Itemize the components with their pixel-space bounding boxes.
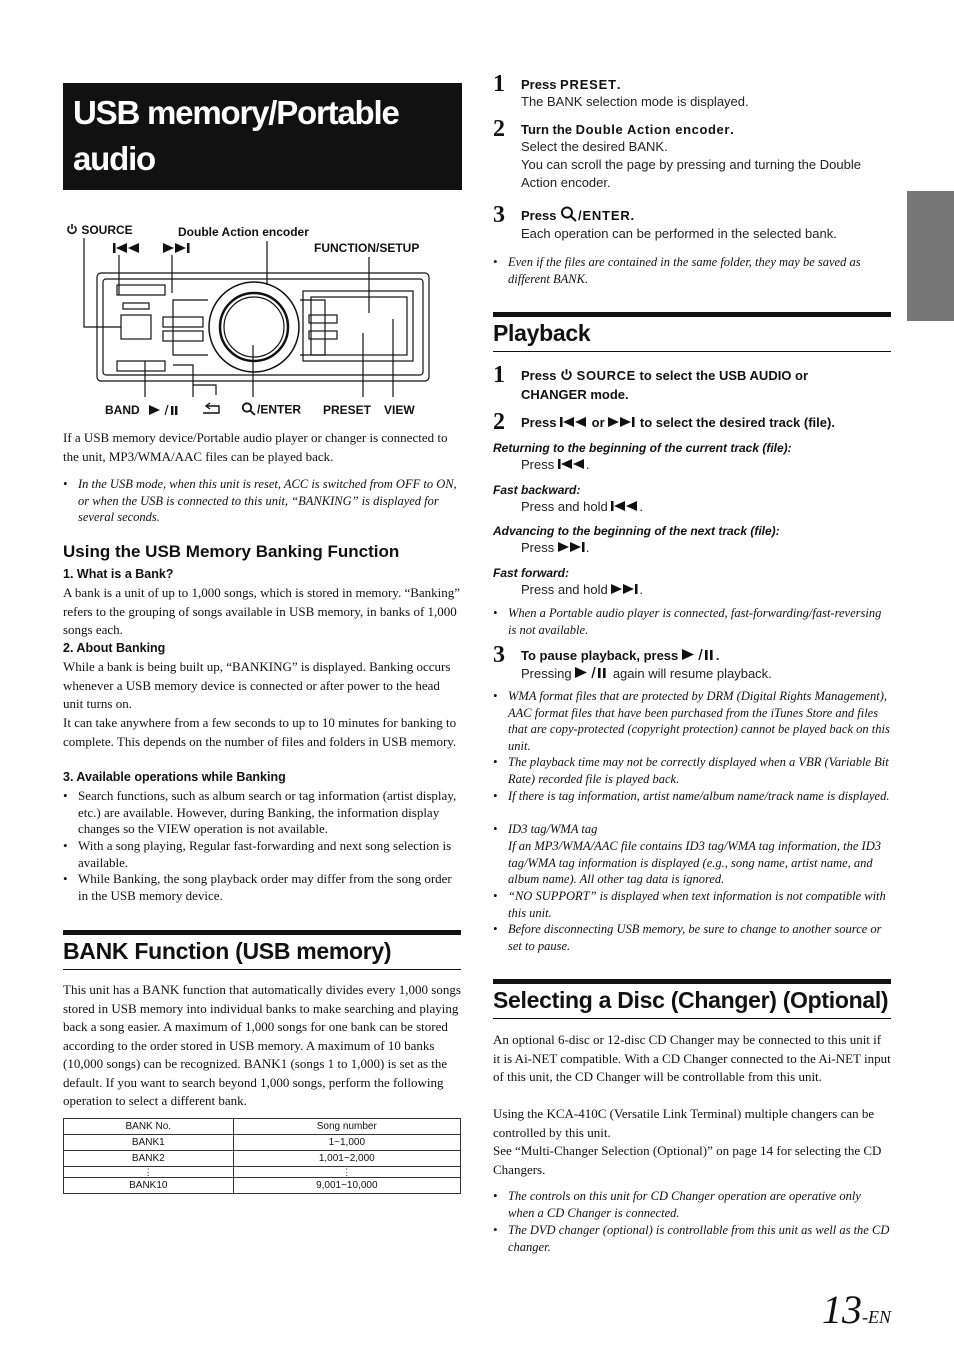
step-text: Pressing — [521, 666, 572, 681]
step-text: . — [616, 77, 621, 92]
table-cell: 9,001~10,000 — [233, 1178, 460, 1194]
note-text: WMA format files that are protected by DRM (Digital Rights Management), AAC format files that have been purchased from the iTunes Store and files that are copy-protected (copyright protection) cannot be played back on this unit. — [508, 689, 890, 753]
changer-p1: An optional 6-disc or 12-disc CD Changer may be connected to this unit if it is Ai-NET compatible. With a CD Changer connected to the Ai-NET input of this unit, the CD Changer will be controllable from this unit. — [493, 1032, 891, 1084]
bank-step-1-title — [521, 75, 621, 94]
power-icon — [66, 223, 78, 238]
bullet-mark: • — [63, 788, 68, 803]
step-number: 2 — [493, 116, 505, 142]
bullet-mark: • — [493, 1189, 498, 1203]
banking-bullet-2-text: With a song playing, Regular fast-forwarding and next song selection is available. — [78, 838, 452, 870]
function-setup-label: FUNCTION/SETUP — [314, 241, 420, 255]
table-row — [64, 1178, 461, 1194]
enter-key: /ENTER — [578, 208, 631, 223]
page-title-line1: USB memory/Portable audio — [73, 94, 399, 177]
view-label: VIEW — [384, 403, 415, 417]
dae-label: Double Action encoder — [178, 225, 309, 239]
table-row — [64, 1151, 461, 1167]
step-number: 3 — [493, 642, 505, 668]
playback-step-1-title2: CHANGER mode. — [521, 387, 629, 402]
bullet-mark: • — [63, 871, 68, 886]
playback-step-1-title — [521, 366, 808, 386]
step-text: Double Action encoder — [521, 157, 861, 190]
bank-step-3-text: Each operation can be performed in the selected bank. — [521, 226, 837, 241]
enter-label — [241, 402, 301, 419]
head-unit-diagram — [63, 215, 463, 420]
power-icon — [560, 367, 573, 386]
page-title-line2: player/Changer (Optional) — [73, 186, 449, 223]
step-number: 1 — [493, 362, 505, 388]
note-text: The DVD changer (optional) is controllable from this unit as well as the CD changer. — [508, 1223, 890, 1254]
banking-heading: Using the USB Memory Banking Function — [63, 542, 400, 561]
note-text: “NO SUPPORT” is displayed when text information is not compatible with this unit. — [508, 889, 886, 920]
playback-step-3-title: To pause playback, press . — [521, 646, 720, 666]
bullet-mark: • — [493, 689, 498, 703]
sub-heading-fast-forward: Fast forward: — [493, 566, 570, 580]
bullet-mark: • — [493, 889, 498, 903]
dae-key: Double Action encoder — [575, 122, 731, 137]
preset-key: PRESET — [560, 77, 617, 92]
step-text: Press — [521, 368, 561, 383]
prev-track-icon — [113, 241, 141, 259]
prev-track-icon — [611, 500, 639, 515]
bank-step-3-title — [521, 206, 634, 227]
banking-q2: 2. About Banking — [63, 641, 166, 655]
table-cell: BANK1 — [64, 1135, 234, 1151]
sub-heading-next: Advancing to the beginning of the next track (file): — [493, 524, 780, 538]
step-text: Turn the — [521, 122, 576, 137]
table-cell: ⋮ — [233, 1167, 460, 1178]
step-text: Press — [521, 77, 561, 92]
play-pause-icon — [149, 403, 179, 421]
table-cell: 1,001~2,000 — [233, 1151, 460, 1167]
source-label-text: SOURCE — [81, 223, 133, 237]
sub-heading-return: Returning to the beginning of the current track (file): — [493, 441, 792, 455]
note-text: If there is tag information, artist name/album name/track name is displayed. — [508, 789, 890, 803]
table-cell: BANK10 — [64, 1178, 234, 1194]
bullet-mark: • — [493, 1223, 498, 1237]
step-text: . — [730, 122, 734, 137]
page-number-value: 13 — [822, 1287, 862, 1332]
sub-heading-fast-backward: Fast backward: — [493, 483, 581, 497]
note-text: The playback time may not be correctly displayed when a VBR (Variable Bit Rate) recorded file is played back. — [508, 755, 889, 786]
play-pause-icon — [682, 647, 716, 666]
step-text: Press — [521, 415, 561, 430]
step-text: Press and hold — [521, 582, 608, 597]
banking-p1: A bank is a unit of up to 1,000 songs, which is stored in memory. “Banking” refers to the grouping of songs available in USB memory, in banks of 1,000 songs each. — [63, 585, 461, 637]
step-text: again will resume playback. — [612, 666, 772, 681]
changer-p3: See “Multi-Changer Selection (Optional)” on page 14 for selecting the CD Changers. — [493, 1143, 882, 1177]
return-label — [201, 401, 223, 420]
step-text: to select the USB AUDIO or — [635, 368, 809, 383]
play-pause-icon — [575, 666, 609, 684]
next-track-icon — [611, 583, 639, 598]
sub-text-next: Press . — [521, 540, 590, 555]
table-row — [64, 1135, 461, 1151]
band-label: BAND — [105, 403, 140, 417]
next-track-icon — [163, 241, 191, 259]
playback-note-1-text: When a Portable audio player is connected, fast-forwarding/fast-reversing is not available. — [508, 606, 882, 637]
bullet-mark: • — [493, 922, 498, 936]
prev-next-labels — [113, 241, 191, 259]
banking-q3: 3. Available operations while Banking — [63, 770, 286, 784]
table-cell: BANK2 — [64, 1151, 234, 1167]
bank-note-text: Even if the files are contained in the same folder, they may be saved as different BANK. — [508, 255, 861, 286]
step-number: 3 — [493, 202, 505, 228]
play-pause-label — [149, 403, 179, 421]
step-text: You can scroll the page by pressing and turning the — [521, 157, 820, 172]
page-title — [63, 83, 462, 223]
table-cell: ⋮ — [64, 1167, 234, 1178]
step-text: Press — [521, 208, 561, 223]
step-text: . — [630, 208, 635, 223]
step-text: To pause playback, press — [521, 648, 679, 663]
step-text: Press — [521, 540, 555, 555]
sub-text-fast-backward: Press and hold . — [521, 499, 643, 514]
enter-label-text: /ENTER — [257, 402, 302, 417]
bullet-mark: • — [493, 255, 498, 269]
changer-p2: Using the KCA-410C (Versatile Link Terminal) multiple changers can be controlled by this unit. — [493, 1106, 875, 1140]
banking-p2b: It can take anywhere from a few seconds to up to 10 minutes for banking to complete. This depends on the number of files and folders in USB memory. — [63, 715, 457, 749]
prev-track-icon — [560, 414, 588, 433]
table-header-cell: BANK No. — [64, 1119, 234, 1135]
source-key: SOURCE — [576, 368, 636, 383]
table-header-cell: Song number — [233, 1119, 460, 1135]
table-header-row — [64, 1119, 461, 1135]
changer-heading: Selecting a Disc (Changer) (Optional) — [493, 979, 891, 1019]
bank-step-2-title — [521, 120, 734, 139]
bank-function-paragraph: This unit has a BANK function that automatically divides every 1,000 songs stored in USB memory into individual banks to make searching and playing back a song easier. A maximum of 1,000 songs for one bank can be stored according to the order stored in USB memory. A maximum of 10 banks (10,000 songs) can be recognized. BANK1 (songs 1 to 1,000) is set as the default. If you want to search beyond 1,000 songs, perform the following operation to select a different bank. — [63, 982, 461, 1108]
intro-paragraph: If a USB memory device/Portable audio player or changer is connected to the unit, MP3/WMA/AAC files can be played back. — [63, 430, 448, 464]
banking-bullet-1-text: Search functions, such as album search or tag information (artist display, etc.) are available. However, during Banking, the information display changes so the VIEW operation is not available. — [78, 788, 457, 836]
table-cell: 1~1,000 — [233, 1135, 460, 1151]
next-track-icon — [608, 414, 636, 433]
intro-note-text: In the USB mode, when this unit is reset, ACC is switched from OFF to ON, or when the USB is connected to this unit, “BANKING” is displayed for several seconds. — [78, 477, 457, 524]
bullet-mark: • — [63, 477, 68, 491]
bank-step-2-text2 — [521, 156, 891, 192]
step-text: or — [588, 415, 609, 430]
bullet-mark: • — [493, 606, 498, 620]
section-tab — [907, 191, 954, 321]
step-text: Press — [521, 457, 555, 472]
search-icon — [560, 206, 578, 227]
note-text: ID3 tag/WMA tag — [508, 822, 598, 836]
banking-q1: 1. What is a Bank? — [63, 567, 174, 581]
playback-step-3-text — [521, 665, 772, 684]
page-number-suffix: -EN — [862, 1307, 891, 1327]
bank-step-1-text: The BANK selection mode is displayed. — [521, 94, 749, 109]
step-number: 1 — [493, 71, 505, 97]
step-text: to select the desired track (file). — [636, 415, 835, 430]
bullet-mark: • — [63, 838, 68, 853]
bullet-mark: • — [493, 755, 498, 769]
playback-heading: Playback — [493, 312, 891, 352]
playback-step-2-title — [521, 413, 835, 433]
banking-bullet-3-text: While Banking, the song playback order may differ from the song order in the USB memory device. — [78, 871, 452, 903]
return-icon — [201, 401, 223, 420]
step-text: . — [607, 175, 611, 190]
step-number: 2 — [493, 409, 505, 435]
next-track-icon — [558, 541, 586, 556]
playback-note-id3-detail: If an MP3/WMA/AAC file contains ID3 tag/WMA tag information, the ID3 tag/WMA tag information is displayed (e.g., song name, artist name, and album name). All other tag data is ignored. — [508, 839, 881, 886]
sub-text-fast-forward: Press and hold . — [521, 582, 643, 597]
banking-p2a: While a bank is being built up, “BANKING” is displayed. Banking occurs whenever a USB memory device is connected or after power to the head unit turns on. — [63, 659, 451, 711]
bank-table — [63, 1118, 461, 1194]
bullet-mark: • — [493, 822, 498, 836]
source-label — [66, 223, 133, 238]
table-row — [64, 1167, 461, 1178]
page-number — [822, 1286, 891, 1333]
sub-text-return: Press . — [521, 457, 590, 472]
bank-function-heading: BANK Function (USB memory) — [63, 930, 461, 970]
bank-step-2-text1: Select the desired BANK. — [521, 139, 668, 154]
step-text: Press and hold — [521, 499, 608, 514]
note-text: Before disconnecting USB memory, be sure to change to another source or set to pause. — [508, 922, 882, 953]
preset-label: PRESET — [323, 403, 372, 417]
bullet-mark: • — [493, 789, 498, 803]
prev-track-icon — [558, 458, 586, 473]
note-text: The controls on this unit for CD Changer operation are operative only when a CD Changer is connected. — [508, 1189, 861, 1220]
search-icon — [241, 402, 257, 419]
